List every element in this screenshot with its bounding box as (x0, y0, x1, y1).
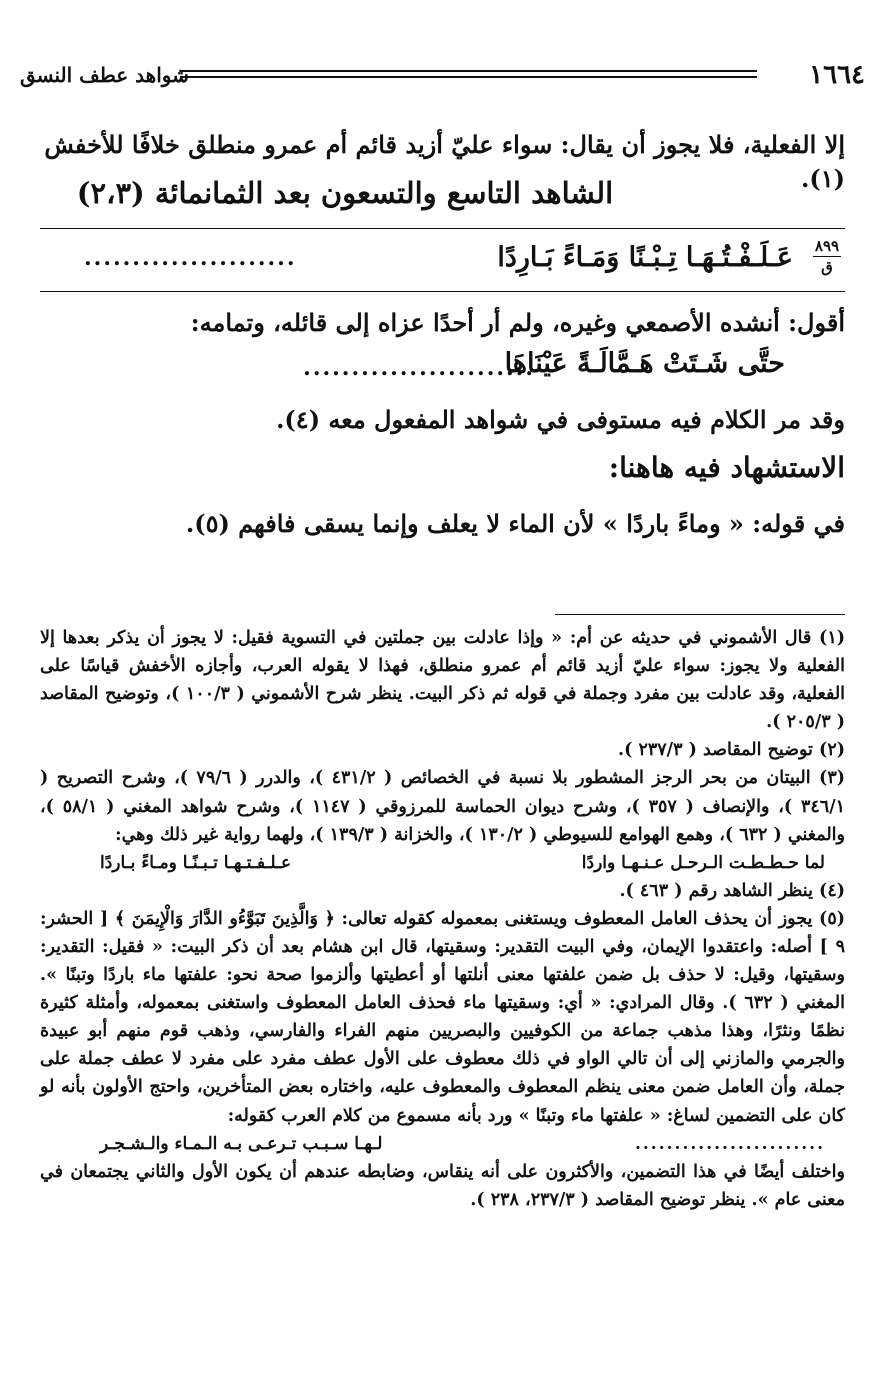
footnote-5: (٥) يجوز أن يحذف العامل المعطوف ويستغنى بمعموله كقوله تعالى: ﴿ وَالَّذِينَ تَبَوَّءُو الدَّارَ وَالْإِيمَنَ ﴾ [ الحشر: ٩ ] أصله: واعتقدوا الإيمان، وفي البيت التقدير: وسقيتها، قال ابن هشام بعد أن ذكر البيت: « فقيل: التقدير: وسقيتها، وقيل: لا حذف بل ضمن علفتها معنى أنلتها أو أعطيتها وألزموا صحة نحو: علفتها ماء باردًا وتبنًا ». المغني ( ٦٣٢ ). وقال المرادي: « أي: وسقيتها ماء فحذف العامل المعطوف واستغنى بمعموله، وأمثلة كثيرة نظمًا ونثرًا، وهذا مذهب جماعة من الكوفيين والبصريين منهم الفراء والفارسي، وذهب قوم منهم أبو عبيدة والجرمي والمازني إلى أن تالي الواو في ذلك معطوف على الأول عطف مفرد على مفرد لا عطف جملة على جملة، وأن العامل ضمن معنى ينظم المعطوف والمعطوف عليه، واختاره بعض المتأخرين، واحتج الأولون بأنه لو كان على التضمين لساغ: « علفتها ماء وتبنًا » ورد بأنه مسموع من كلام العرب كقوله: (40, 908, 845, 1126)
footnote-3-verse-second-half: عـلـفـتـهـا تـبـنًـا ومـاءً بـاردًا (100, 852, 292, 873)
running-title: شواهد عطف النسق (20, 63, 189, 87)
footnote-4: (٤) ينظر الشاهد رقم ( ٤٦٣ ). (619, 880, 845, 901)
paragraph-2: وقد مر الكلام فيه مستوفى في شواهد المفعول معه (٤). (276, 405, 845, 434)
body-line-1: إلا الفعلية، فلا يجوز أن يقال: سواء عليّ أزيد قائم أم عمرو منطلق خلافًا للأخفش (١). (44, 130, 845, 193)
verse-2-text: حتَّى شَـتَتْ هَـمَّالَـةً عَيْنَاهَا (504, 348, 785, 379)
verse-2-dots: ........................ (303, 355, 535, 381)
paragraph-1: أقول: أنشده الأصمعي وغيره، ولم أر أحدًا عزاه إلى قائله، وتمامه: (190, 308, 845, 337)
footnote-5-end: واختلف أيضًا في هذا التضمين، والأكثرون على أنه ينقاس، وضابطه عندهم أن يكون الأول والثاني يجتمعان في معنى عام ». ينظر توضيح المقاصد ( ٢٣٧/٣، ٢٣٨ ). (40, 1161, 845, 1210)
footnote-5-verse (40, 1130, 845, 1158)
footnote-5-verse-text: لـهـا سـبـب تـرعـى بـه الـمـاء والـشـجـر (100, 1133, 383, 1154)
footnotes (40, 624, 845, 1214)
footnote-5-verse-dots: ........................ (634, 1133, 825, 1154)
running-header (20, 58, 865, 92)
verse-text: عَـلَـفْـتُـهَـا تِـبْـنًا وَمَـاءً بَـارِدًا (497, 242, 793, 273)
footnote-3: (٣) البيتان من بحر الرجز المشطور بلا نسبة في الخصائص ( ٤٣١/٢ )، والدرر ( ٧٩/٦ )، وشرح التصريح ( ٣٤٦/١ )، والإنصاف ( ٣٥٧ )، وشرح ديوان الحماسة للمرزوقي ( ١١٤٧ )، وشرح شواهد المغني ( ٥٨/١ )، والمغني ( ٦٣٢ )، وهمع الهوامع للسيوطي ( ١٣٠/٢ )، والخزانة ( ١٣٩/٣ )، ولهما رواية غير ذلك وهي: (40, 768, 845, 845)
verse-number-value: ٨٩٩ (814, 237, 840, 255)
header-rule (180, 70, 757, 78)
verse-box (40, 228, 845, 292)
footnote-divider (555, 614, 845, 615)
paragraph-3: في قوله: « وماءً باردًا » لأن الماء لا يعلف وإنما يسقى فافهم (٥). (185, 509, 845, 538)
page-number: ١٦٦٤ (809, 60, 865, 90)
footnote-2: (٢) توضيح المقاصد ( ٢٣٧/٣ ). (618, 740, 845, 761)
verse-number-qaf: ق (821, 258, 833, 276)
subheading: الاستشهاد فيه هاهنا: (608, 451, 845, 484)
footnote-3-verse-first-half: لما حـطـطـت الـرحـل عـنـهـا واردًا (581, 852, 825, 873)
footnote-3-verse (40, 849, 845, 877)
verse-number (809, 237, 845, 276)
verse-number-divider (813, 256, 841, 257)
section-heading: الشاهد التاسع والتسعون بعد الثمانمائة (٢،٣) (76, 176, 614, 210)
verse-dots: ...................... (84, 245, 297, 271)
footnote-1: (١) قال الأشموني في حديثه عن أم: « وإذا عادلت بين جملتين في التسوية فقيل: لا يجوز أن يذكر بعدها إلا الفعلية ولا يجوز: سواء عليّ أزيد قائم أم عمرو منطلق، فهذا لا يقوله العرب، وأجازه الأخفش قياسًا على الفعلية، وقد عادلت بين مفرد وجملة في قوله ثم ذكر البيت. ينظر شرح الأشموني ( ١٠٠/٣ )، وتوضيح المقاصد ( ٢٠٥/٣ ). (40, 628, 846, 733)
